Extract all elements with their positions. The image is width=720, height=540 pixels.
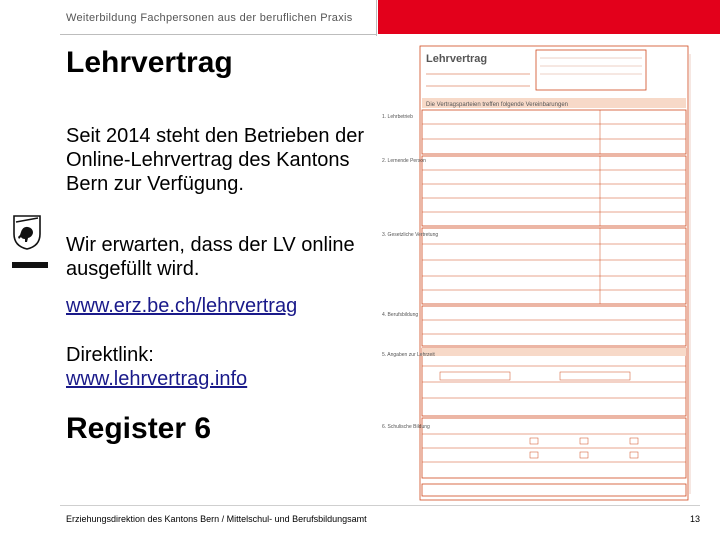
form-section-3: 3. Gesetzliche Vertretung	[382, 232, 439, 238]
form-drawing	[380, 44, 708, 502]
link-lehrvertrag[interactable]	[66, 294, 297, 318]
brand-red-bar	[378, 0, 720, 34]
header-vertical-divider	[376, 0, 377, 36]
expectation-text: Wir erwarten, dass der LV online ausgefüllt wird.	[66, 234, 355, 280]
header-subtitle: Weiterbildung Fachpersonen aus der beruflichen Praxis	[66, 12, 353, 24]
header-divider	[60, 34, 376, 35]
slide-title: Lehrvertrag	[66, 46, 233, 79]
form-section-5: 5. Angaben zur Lehrzeit	[382, 352, 435, 358]
footer-text: Erziehungsdirektion des Kantons Bern / Mittelschul- und Berufsbildungsamt	[66, 514, 367, 524]
form-section-1: 1. Lehrbetrieb	[382, 114, 413, 120]
paragraph-direktlink	[66, 343, 247, 391]
form-section-6: 6. Schulische Bildung	[382, 424, 430, 430]
bern-coat-of-arms-icon	[12, 214, 42, 250]
lehrvertrag-form-image	[380, 44, 708, 502]
direktlink-label: Direktlink:	[66, 344, 154, 366]
footer-divider	[60, 505, 700, 506]
page-number: 13	[690, 514, 701, 524]
form-subheading: Die Vertragsparteien treffen folgende Vereinbarungen	[426, 102, 568, 108]
register-heading: Register 6	[66, 412, 212, 445]
link-lehrvertrag-text[interactable]: www.erz.be.ch/lehrvertrag	[66, 295, 298, 317]
form-section-4: 4. Berufsbildung	[382, 312, 419, 318]
form-section-2: 2. Lernende Person	[382, 158, 426, 164]
form-title: Lehrvertrag	[426, 53, 488, 65]
paragraph-expectation	[66, 233, 376, 281]
logo-bar	[12, 262, 48, 268]
link-direktlink[interactable]: www.lehrvertrag.info	[66, 368, 248, 390]
paragraph-online-contract: Seit 2014 steht den Betrieben der Online-Lehrvertrag des Kantons Bern zur Verfügung.	[66, 125, 364, 195]
